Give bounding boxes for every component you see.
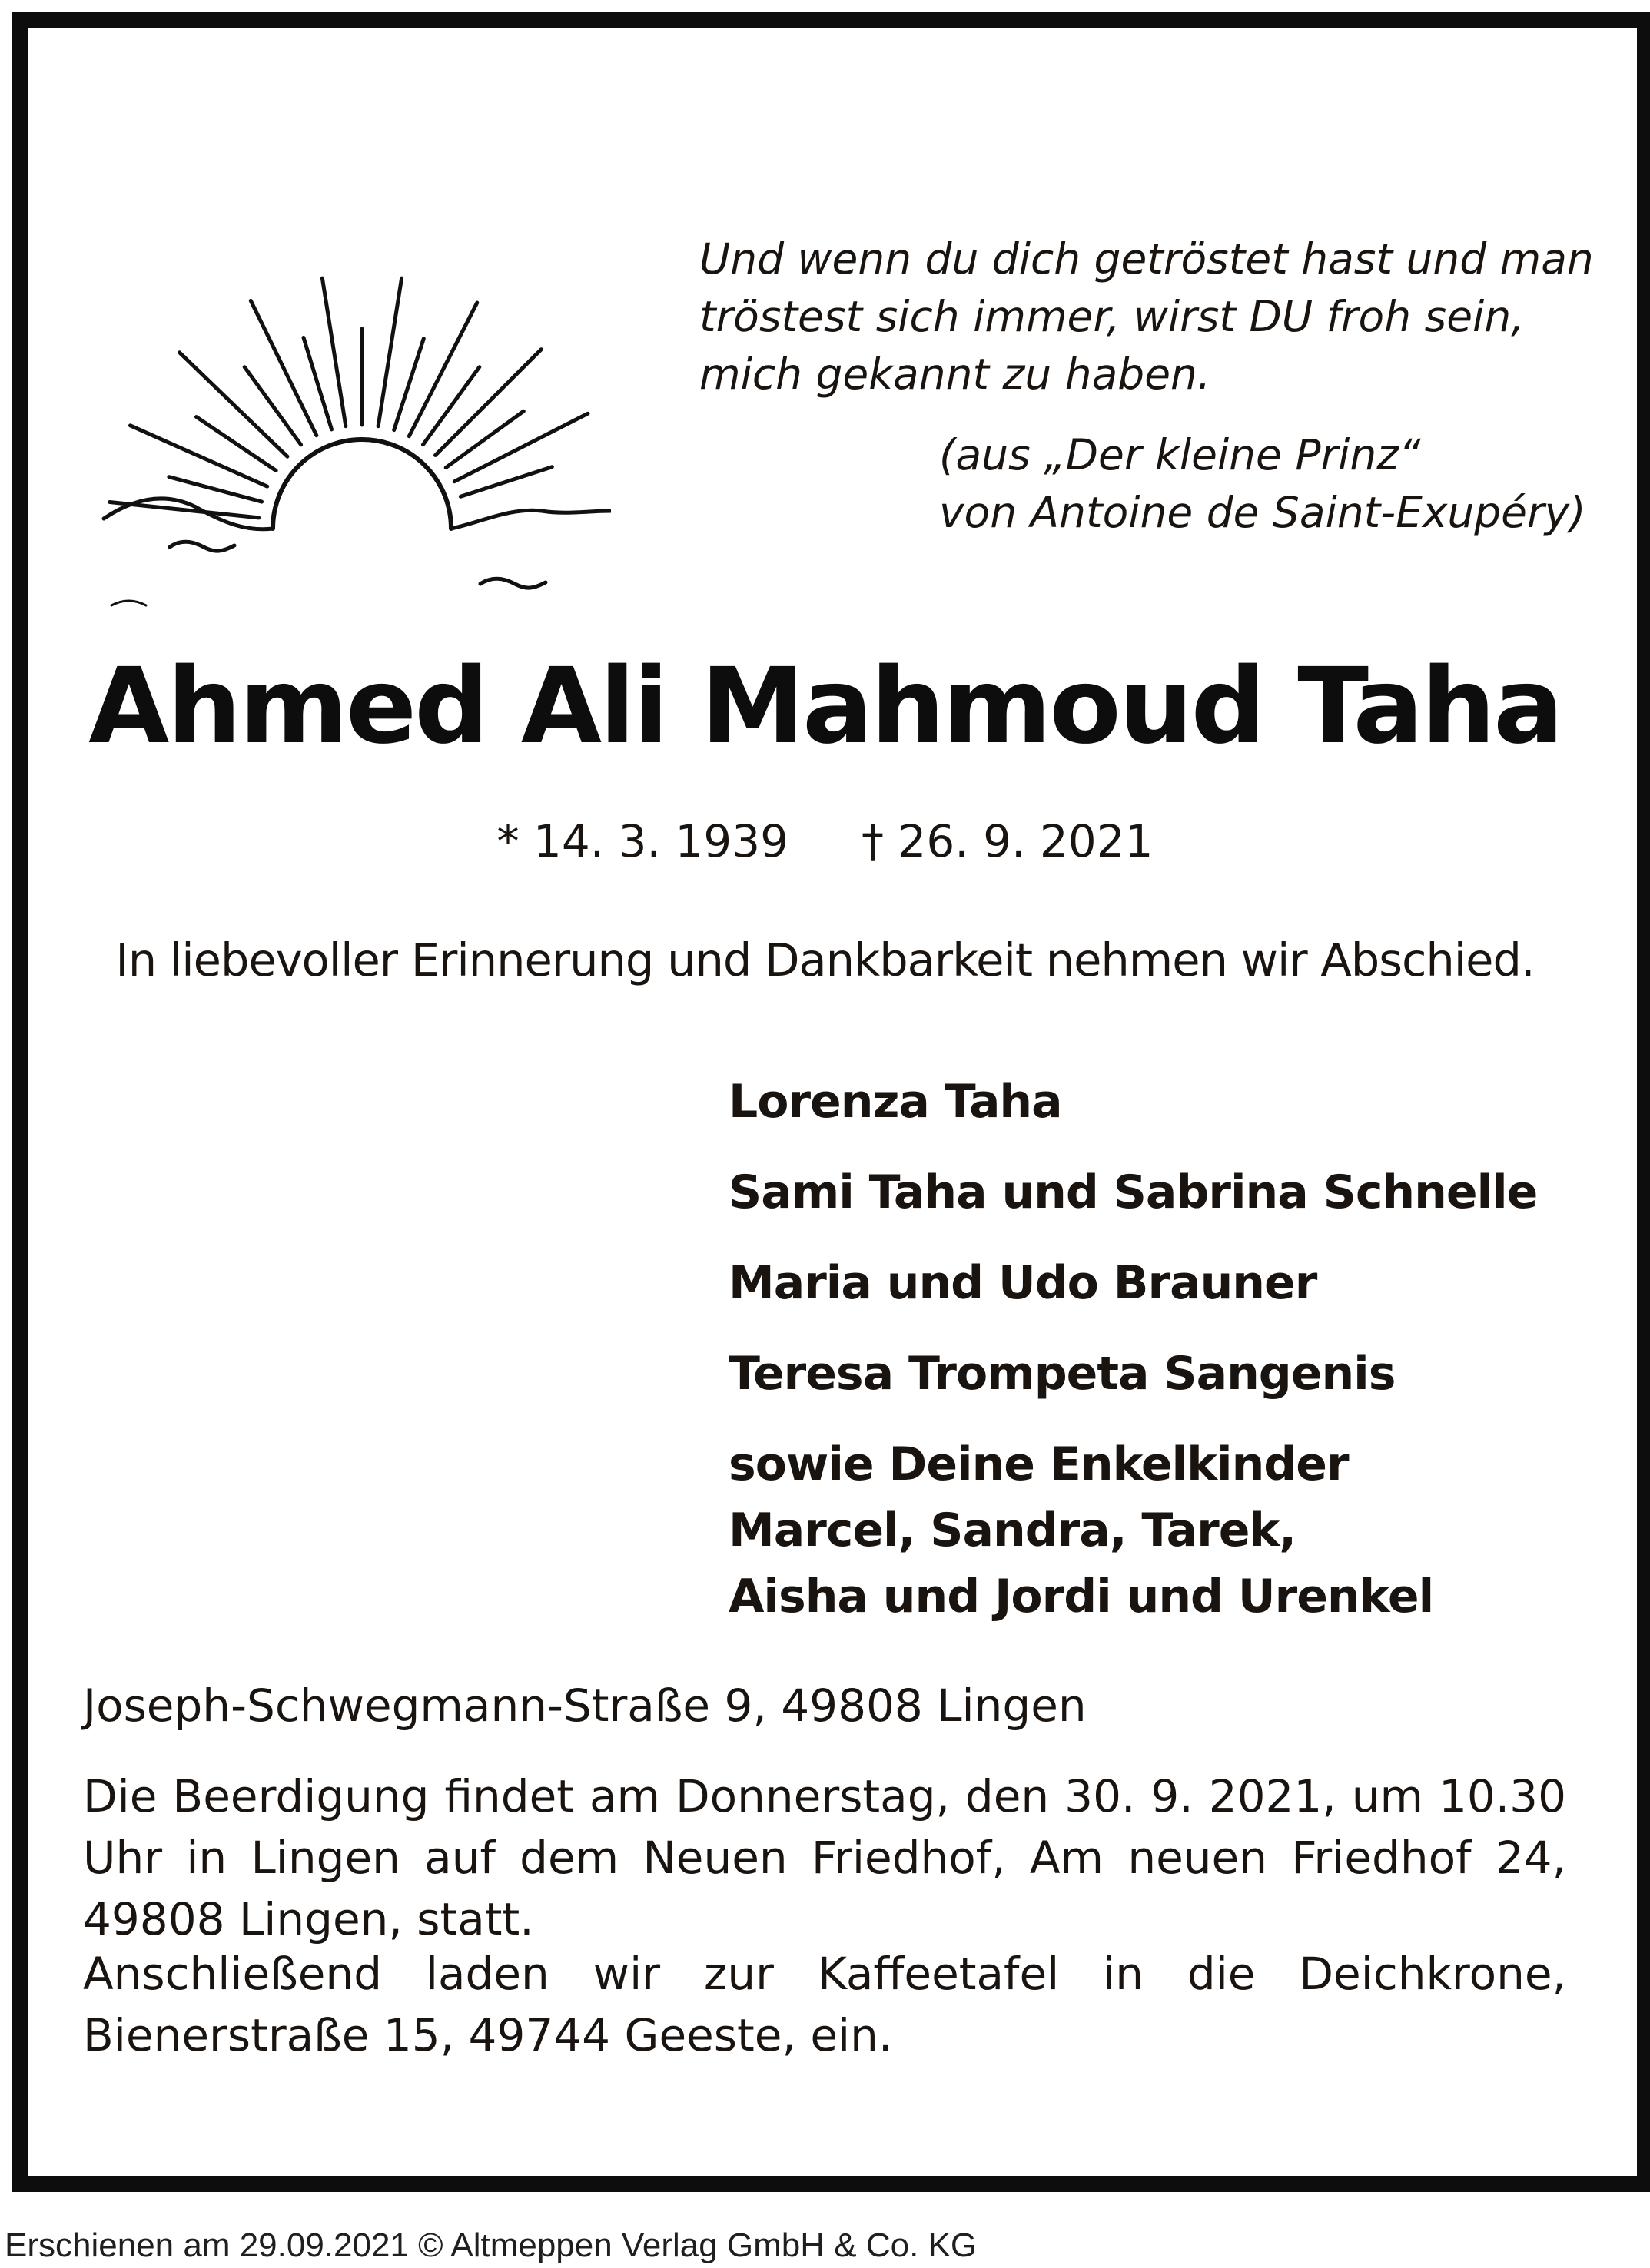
family-member: Sami Taha und Sabrina Schnelle [729, 1166, 1538, 1219]
family-member: Teresa Trompeta Sangenis [729, 1347, 1396, 1401]
sun-ray [169, 477, 262, 502]
life-dates [0, 811, 1650, 872]
quote-source-line: von Antoine de Saint-Exupéry) [939, 488, 1586, 537]
quote-source [939, 426, 1608, 542]
reception-details: Anschließend laden wir zur Kaffeetafel in die Deichkrone, Bienerstraße 15, 49744 Geeste, ein. [83, 1948, 1566, 2061]
grandchildren-line: sowie Deine Enkelkinder [729, 1437, 1349, 1491]
family-member: Maria und Udo Brauner [729, 1256, 1317, 1310]
quote-line: mich gekannt zu haben. [699, 350, 1211, 399]
family-address: Joseph-Schwegmann-Straße 9, 49808 Lingen [83, 1679, 1087, 1732]
sun-ray [436, 350, 542, 456]
sunrise-icon [81, 92, 611, 615]
sun-ray [244, 367, 300, 445]
sun-ray [446, 411, 523, 467]
family-member: Lorenza Taha [729, 1075, 1062, 1129]
grandchildren [729, 1431, 1605, 1630]
quote-line: Und wenn du dich getröstet hast und man [699, 234, 1594, 284]
quote [699, 230, 1606, 403]
publication-footer: Erschienen am 29.09.2021 © Altmeppen Verlag GmbH & Co. KG [5, 2227, 978, 2264]
funeral-details: Die Beerdigung findet am Donnerstag, den 30. 9. 2021, um 10.30 Uhr in Lingen auf dem Neuen Friedhof, Am neuen Friedhof 24, 49808 Lingen, statt. [83, 1770, 1566, 1945]
sun-ray [251, 300, 317, 435]
family-list [729, 1056, 1605, 1630]
remembrance-text: In liebevoller Erinnerung und Dankbarkeit nehmen wir Abschied. [115, 933, 1535, 986]
sun-ray [423, 367, 479, 445]
grandchildren-line: Marcel, Sandra, Tarek, [729, 1504, 1296, 1557]
death-date: † 26. 9. 2021 [862, 815, 1154, 867]
sun-ray [131, 426, 267, 486]
quote-source-line: (aus „Der kleine Prinz“ [939, 430, 1421, 479]
grandchildren-line: Aisha und Jordi und Urenkel [729, 1570, 1434, 1623]
quote-line: tröstest sich immer, wirst DU froh sein, [699, 292, 1525, 341]
birth-date: * 14. 3. 1939 [496, 815, 788, 867]
sun-ray [378, 278, 401, 426]
sun-ray [197, 417, 277, 471]
deceased-name: Ahmed Ali Mahmoud Taha [88, 646, 1562, 768]
